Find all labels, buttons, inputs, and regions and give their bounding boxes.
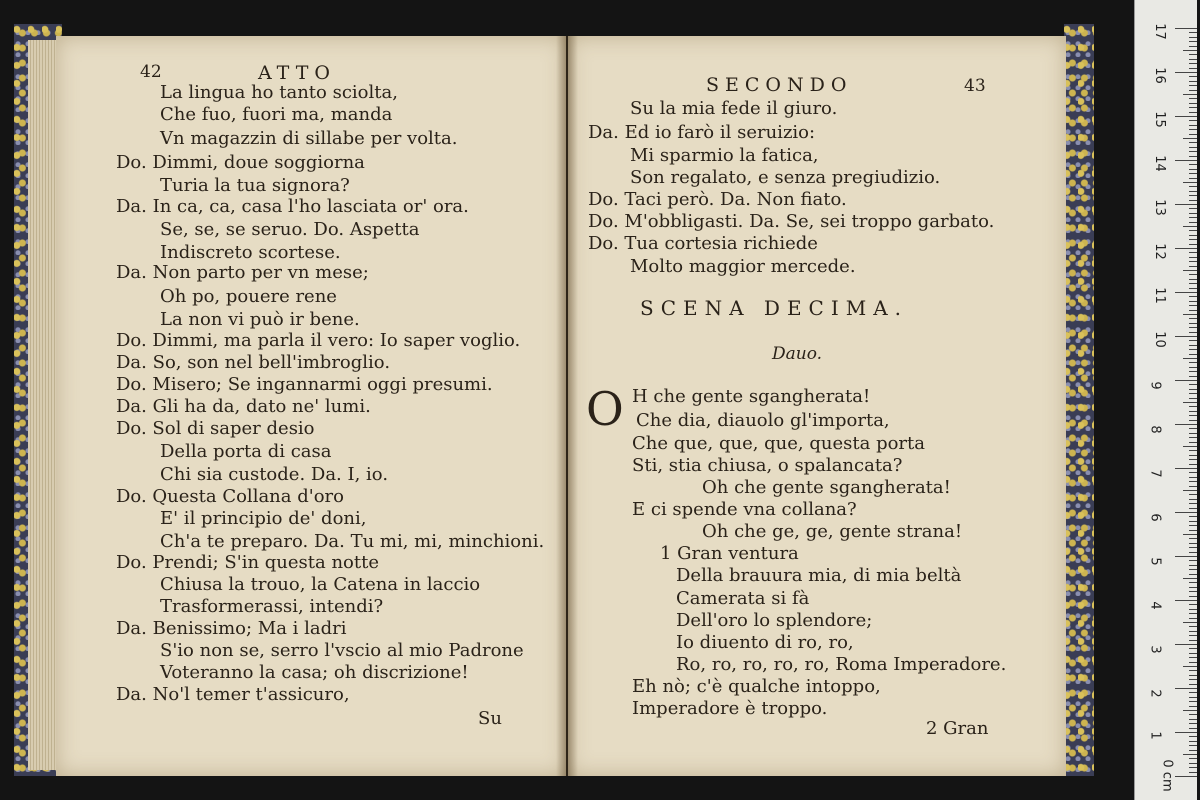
ruler-tick	[1175, 688, 1197, 689]
ruler-tick	[1189, 90, 1197, 91]
left-page-number: 42	[140, 62, 162, 82]
ruler-tick	[1189, 195, 1197, 196]
ruler-tick	[1189, 279, 1197, 280]
ruler-tick	[1189, 37, 1197, 38]
ruler-tick	[1189, 670, 1197, 671]
ruler-label: 14	[1151, 155, 1167, 172]
ruler-tick	[1189, 626, 1197, 627]
ruler-tick	[1189, 767, 1197, 768]
ruler-tick	[1189, 604, 1197, 605]
ruler-tick	[1189, 481, 1197, 482]
ruler-tick	[1189, 217, 1197, 218]
ruler-tick	[1189, 494, 1197, 495]
ruler-tick	[1189, 81, 1197, 82]
right-cover-edge	[1064, 24, 1094, 776]
text-line: Do. Dimmi, doue soggiorna	[116, 152, 365, 173]
ruler-tick	[1189, 763, 1197, 764]
ruler-tick	[1189, 367, 1197, 368]
ruler-tick	[1189, 437, 1197, 438]
ruler-tick	[1175, 160, 1197, 161]
ruler-tick	[1175, 556, 1197, 557]
ruler-label: 6	[1147, 513, 1163, 522]
ruler-tick	[1189, 288, 1197, 289]
ruler-tick	[1189, 340, 1197, 341]
ruler-tick	[1189, 530, 1197, 531]
ruler-tick	[1175, 72, 1197, 73]
ruler-tick	[1189, 354, 1197, 355]
ruler-tick	[1175, 512, 1197, 513]
ruler-tick	[1175, 644, 1197, 645]
text-line: Do. Sol di saper desio	[116, 418, 315, 439]
ruler-tick	[1189, 459, 1197, 460]
text-line: Io diuento di ro, ro,	[676, 632, 854, 653]
ruler-tick	[1189, 736, 1197, 737]
ruler-tick	[1189, 261, 1197, 262]
ruler-tick	[1189, 252, 1197, 253]
text-line: La non vi può ir bene.	[160, 309, 360, 330]
ruler-tick	[1189, 701, 1197, 702]
ruler-tick	[1189, 772, 1197, 773]
text-line: 1 Gran ventura	[660, 543, 799, 564]
ruler-tick	[1183, 50, 1197, 51]
ruler-tick	[1183, 622, 1197, 623]
ruler-tick	[1189, 741, 1197, 742]
ruler-tick	[1189, 305, 1197, 306]
ruler-tick	[1189, 318, 1197, 319]
ruler-tick	[1189, 46, 1197, 47]
ruler-tick	[1189, 274, 1197, 275]
text-line: Molto maggior mercede.	[630, 256, 856, 277]
right-page-number: 43	[964, 76, 986, 96]
ruler-tick	[1189, 631, 1197, 632]
ruler-label: 16	[1151, 67, 1167, 84]
text-line: Do. Misero; Se ingannarmi oggi presumi.	[116, 374, 493, 395]
ruler-tick	[1189, 257, 1197, 258]
ruler-tick	[1189, 371, 1197, 372]
ruler-tick	[1175, 600, 1197, 601]
ruler-tick	[1189, 129, 1197, 130]
ruler-tick	[1189, 244, 1197, 245]
ruler-tick	[1189, 560, 1197, 561]
ruler-tick	[1175, 28, 1197, 29]
text-line: Ch'a te preparo. Da. Tu mi, mi, minchioni.	[160, 531, 545, 552]
ruler-tick	[1189, 301, 1197, 302]
ruler-tick	[1189, 32, 1197, 33]
measuring-ruler	[1134, 0, 1197, 800]
ruler-tick	[1189, 323, 1197, 324]
ruler-tick	[1175, 336, 1197, 337]
ruler-tick	[1189, 398, 1197, 399]
ruler-tick	[1189, 697, 1197, 698]
ruler-tick	[1189, 609, 1197, 610]
ruler-tick	[1175, 292, 1197, 293]
ruler-tick	[1189, 151, 1197, 152]
ruler-tick	[1189, 384, 1197, 385]
ruler-label: 12	[1151, 243, 1167, 260]
ruler-tick	[1189, 142, 1197, 143]
text-line: Camerata si fà	[676, 588, 810, 609]
ruler-tick	[1189, 310, 1197, 311]
ruler-tick	[1183, 534, 1197, 535]
ruler-tick	[1189, 433, 1197, 434]
text-line: Trasformerassi, intendi?	[160, 596, 384, 617]
ruler-tick	[1189, 472, 1197, 473]
text-line: Vn magazzin di sillabe per volta.	[160, 128, 458, 149]
ruler-tick	[1189, 415, 1197, 416]
text-line: Da. Ed io farò il seruizio:	[588, 122, 816, 143]
text-line: E ci spende vna collana?	[632, 499, 857, 520]
ruler-tick	[1189, 428, 1197, 429]
text-line: Eh nò; c'è qualche intoppo,	[632, 676, 881, 697]
ruler-tick	[1189, 723, 1197, 724]
text-line: Della porta di casa	[160, 441, 332, 462]
ruler-tick	[1189, 186, 1197, 187]
ruler-label: 17	[1151, 23, 1167, 40]
ruler-tick	[1183, 710, 1197, 711]
ruler-label: 5	[1147, 557, 1163, 566]
ruler-tick	[1175, 424, 1197, 425]
ruler-label: 8	[1147, 425, 1163, 434]
text-line: Sti, stia chiusa, o spalancata?	[632, 455, 903, 476]
right-running-head: SECONDO	[706, 74, 853, 96]
text-line: Chi sia custode. Da. I, io.	[160, 464, 389, 485]
ruler-tick	[1189, 552, 1197, 553]
ruler-tick	[1175, 776, 1197, 777]
ruler-tick	[1189, 455, 1197, 456]
ruler-tick	[1189, 547, 1197, 548]
ruler-label: 10	[1151, 331, 1167, 348]
ruler-tick	[1189, 178, 1197, 179]
ruler-tick	[1189, 208, 1197, 209]
text-line: Do. Dimmi, ma parla il vero: Io saper voglio.	[116, 330, 521, 351]
ruler-tick	[1189, 503, 1197, 504]
ruler-tick	[1183, 490, 1197, 491]
ruler-tick	[1189, 332, 1197, 333]
left-running-head: ATTO	[258, 62, 336, 84]
ruler-tick	[1175, 248, 1197, 249]
text-line: Do. Questa Collana d'oro	[116, 486, 344, 507]
ruler-tick	[1189, 486, 1197, 487]
ruler-tick	[1189, 662, 1197, 663]
ruler-tick	[1189, 200, 1197, 201]
ruler-tick	[1183, 138, 1197, 139]
text-line: Da. Benissimo; Ma i ladri	[116, 618, 347, 639]
ruler-tick	[1183, 358, 1197, 359]
ruler-tick	[1189, 640, 1197, 641]
ruler-tick	[1183, 402, 1197, 403]
ruler-tick	[1189, 59, 1197, 60]
ruler-tick	[1189, 679, 1197, 680]
ruler-tick	[1189, 675, 1197, 676]
ruler-tick	[1189, 657, 1197, 658]
ruler-tick	[1189, 222, 1197, 223]
ruler-tick	[1189, 516, 1197, 517]
ruler-label: 2	[1147, 689, 1163, 698]
text-line: Della brauura mia, di mia beltà	[676, 565, 962, 586]
ruler-tick	[1189, 618, 1197, 619]
ruler-label: 11	[1151, 287, 1167, 304]
ruler-tick	[1189, 635, 1197, 636]
ruler-tick	[1189, 750, 1197, 751]
ruler-tick	[1189, 76, 1197, 77]
ruler-label: 0 cm	[1159, 759, 1175, 792]
ruler-label: 13	[1151, 199, 1167, 216]
ruler-tick	[1189, 393, 1197, 394]
ruler-tick	[1189, 41, 1197, 42]
text-line: Su la mia fede il giuro.	[630, 98, 838, 119]
ruler-tick	[1189, 569, 1197, 570]
text-line: Voteranno la casa; oh discrizione!	[160, 662, 469, 683]
text-line: Che fuo, fuori ma, manda	[160, 104, 393, 125]
ruler-tick	[1189, 296, 1197, 297]
text-line: Da. Non parto per vn mese;	[116, 262, 369, 283]
ruler-tick	[1189, 54, 1197, 55]
ruler-tick	[1189, 266, 1197, 267]
ruler-tick	[1189, 582, 1197, 583]
ruler-label: 4	[1147, 601, 1163, 610]
ruler-tick	[1189, 191, 1197, 192]
ruler-tick	[1189, 499, 1197, 500]
ruler-tick	[1189, 411, 1197, 412]
ruler-tick	[1189, 543, 1197, 544]
ruler-tick	[1189, 591, 1197, 592]
ruler-tick	[1183, 578, 1197, 579]
ruler-tick	[1189, 112, 1197, 113]
left-catchword: Su	[478, 708, 502, 729]
ruler-label: 9	[1147, 381, 1163, 390]
ruler-tick	[1189, 239, 1197, 240]
ruler-tick	[1189, 389, 1197, 390]
ruler-tick	[1189, 464, 1197, 465]
ruler-tick	[1183, 226, 1197, 227]
text-line: Da. In ca, ca, casa l'ho lasciata or' ora.	[116, 196, 469, 217]
text-line: Do. Taci però. Da. Non fiato.	[588, 189, 847, 210]
text-line: La lingua ho tanto sciolta,	[160, 82, 398, 103]
ruler-tick	[1189, 521, 1197, 522]
ruler-tick	[1189, 728, 1197, 729]
ruler-tick	[1183, 270, 1197, 271]
text-line: H che gente sgangherata!	[632, 386, 871, 407]
ruler-tick	[1189, 156, 1197, 157]
ruler-tick	[1175, 116, 1197, 117]
ruler-tick	[1189, 345, 1197, 346]
ruler-tick	[1189, 134, 1197, 135]
text-line: Dell'oro lo splendore;	[676, 610, 873, 631]
text-line: Da. So, son nel bell'imbroglio.	[116, 352, 391, 373]
right-catchword: 2 Gran	[926, 718, 989, 739]
ruler-tick	[1189, 107, 1197, 108]
ruler-tick	[1189, 587, 1197, 588]
ruler-tick	[1189, 613, 1197, 614]
ruler-label: 15	[1151, 111, 1167, 128]
text-line: E' il principio de' doni,	[160, 508, 367, 529]
ruler-tick	[1189, 596, 1197, 597]
ruler-tick	[1183, 446, 1197, 447]
ruler-label: 1	[1147, 731, 1163, 740]
ruler-tick	[1183, 754, 1197, 755]
ruler-tick	[1189, 283, 1197, 284]
ruler-tick	[1189, 684, 1197, 685]
ruler-tick	[1189, 648, 1197, 649]
ruler-tick	[1175, 380, 1197, 381]
ruler-tick	[1183, 666, 1197, 667]
ruler-tick	[1189, 692, 1197, 693]
text-line: Turia la tua signora?	[160, 175, 350, 196]
ruler-tick	[1189, 147, 1197, 148]
ruler-tick	[1189, 327, 1197, 328]
ruler-tick	[1189, 406, 1197, 407]
ruler-tick	[1189, 85, 1197, 86]
text-line: Oh che ge, ge, gente strana!	[702, 521, 963, 542]
ruler-tick	[1189, 477, 1197, 478]
ruler-tick	[1189, 706, 1197, 707]
text-line: Che que, que, que, questa porta	[632, 433, 925, 454]
ruler-tick	[1189, 173, 1197, 174]
text-line: Son regalato, e senza pregiudizio.	[630, 167, 941, 188]
text-line: Chiusa la trouo, la Catena in laccio	[160, 574, 481, 595]
ruler-tick	[1175, 468, 1197, 469]
ruler-tick	[1189, 653, 1197, 654]
ruler-tick	[1175, 204, 1197, 205]
text-line: Da. No'l temer t'assicuro,	[116, 684, 350, 705]
ruler-tick	[1189, 574, 1197, 575]
book-gutter	[556, 36, 578, 776]
ruler-tick	[1189, 68, 1197, 69]
ruler-tick	[1175, 732, 1197, 733]
text-line: Se, se, se seruo. Do. Aspetta	[160, 219, 420, 240]
ruler-tick	[1189, 714, 1197, 715]
ruler-tick	[1189, 719, 1197, 720]
page-edges	[28, 40, 58, 770]
ruler-label: 3	[1147, 645, 1163, 654]
text-line: Do. Prendi; S'in questa notte	[116, 552, 380, 573]
ruler-tick	[1189, 213, 1197, 214]
ruler-tick	[1189, 420, 1197, 421]
ruler-tick	[1189, 450, 1197, 451]
ruler-tick	[1183, 182, 1197, 183]
ruler-tick	[1189, 235, 1197, 236]
ruler-tick	[1189, 362, 1197, 363]
ruler-tick	[1189, 376, 1197, 377]
ruler-tick	[1183, 314, 1197, 315]
text-line: Oh che gente sgangherata!	[702, 477, 951, 498]
text-line: Mi sparmio la fatica,	[630, 145, 819, 166]
text-line: Oh po, pouere rene	[160, 286, 337, 307]
text-line: Che dia, diauolo gl'importa,	[636, 410, 890, 431]
drop-cap: O	[586, 382, 624, 436]
ruler-tick	[1183, 94, 1197, 95]
ruler-tick	[1189, 120, 1197, 121]
ruler-tick	[1189, 169, 1197, 170]
ruler-tick	[1189, 538, 1197, 539]
text-line: Ro, ro, ro, ro, ro, Roma Imperadore.	[676, 654, 1007, 675]
ruler-tick	[1189, 125, 1197, 126]
ruler-tick	[1189, 565, 1197, 566]
text-line: S'io non se, serro l'vscio al mio Padrone	[160, 640, 524, 661]
text-line: Do. M'obbligasti. Da. Se, sei troppo garbato.	[588, 211, 995, 232]
ruler-tick	[1189, 349, 1197, 350]
ruler-tick	[1189, 230, 1197, 231]
text-line: Indiscreto scortese.	[160, 242, 341, 263]
ruler-tick	[1189, 508, 1197, 509]
ruler-tick	[1189, 442, 1197, 443]
ruler-tick	[1189, 103, 1197, 104]
ruler-tick	[1189, 525, 1197, 526]
text-line: Da. Gli ha da, dato ne' lumi.	[116, 396, 371, 417]
text-line: Imperadore è troppo.	[632, 698, 828, 719]
text-line: Do. Tua cortesia richiede	[588, 233, 818, 254]
ruler-tick	[1189, 98, 1197, 99]
ruler-label: 7	[1147, 469, 1163, 478]
scene-heading: SCENA DECIMA.	[640, 296, 909, 320]
ruler-tick	[1189, 164, 1197, 165]
ruler-tick	[1189, 745, 1197, 746]
ruler-tick	[1189, 63, 1197, 64]
ruler-tick	[1189, 758, 1197, 759]
scene-speaker: Dauo.	[772, 344, 823, 364]
